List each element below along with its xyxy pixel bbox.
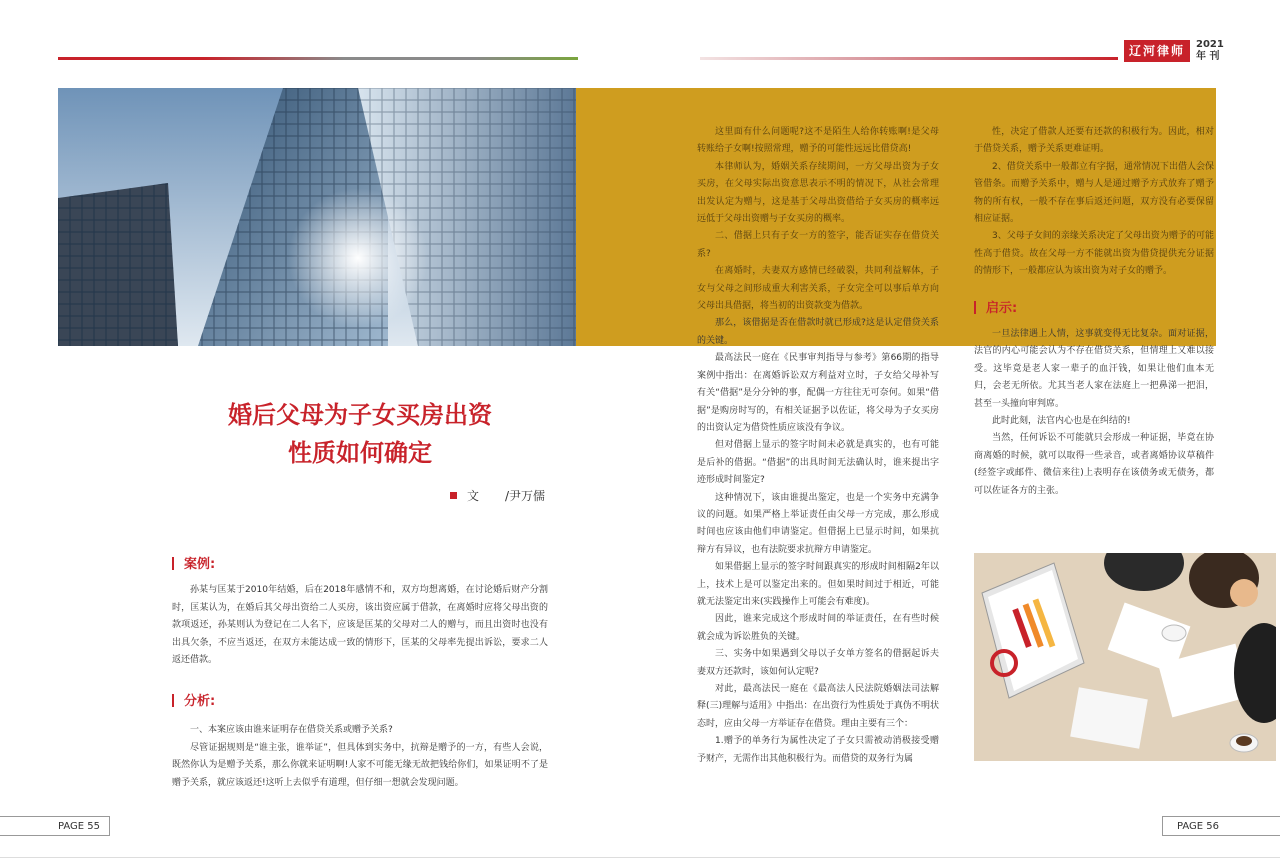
year-text: 2021 [1196,39,1224,50]
middle-paragraph: 最高法民一庭在《民事审判指导与参考》第66期的指导案例中指出：在离婚诉讼双方利益对立时，子女给父母补写有关“借据”是分分钟的事，配偶一方往往无可奈何。如果“借据”是购房时写的，有相关证据予以佐证，将父母为子女买房的出资认定为借贷性质应该没有争议。 [697,353,939,433]
case-heading: 案例: [172,553,215,572]
middle-paragraph: 1.赠予的单务行为属性决定了子女只需被动消极接受赠予财产，无需作出其他积极行为。而借贷的双务行为属 [697,736,939,764]
middle-paragraph: 在离婚时，夫妻双方感情已经破裂，共同利益解体，子女与父母之间形成重大利害关系，子女完全可以事后单方向父母出具借据，将当初的出资款变为借款。 [697,266,939,312]
right-column-insight [974,326,1214,500]
byline [450,487,545,504]
article-title [170,396,550,472]
yearbook-label [1196,40,1236,64]
byline-author: /尹万儒 [505,489,546,503]
top-rule-left [58,57,578,60]
brand-logo: 辽河律师 [1124,40,1190,62]
right-paragraph: 3、父母子女间的亲缘关系决定了父母出资为赠予的可能性高于借贷。故在父母一方不能就出资为借贷提供充分证据的情形下，一般都应认为该出资为对子女的赠予。 [974,231,1214,277]
top-rule-right [700,57,1118,60]
skyscrapers-photo [58,88,576,346]
byline-square-icon [450,492,457,499]
bottom-divider [0,857,1280,858]
right-paragraph: 性，决定了借款人还要有还款的积极行为。因此，相对于借贷关系，赠予关系更难证明。 [974,127,1214,155]
middle-paragraph: 对此，最高法民一庭在《最高法人民法院婚姻法司法解释(三)理解与适用》中指出：在出资行为性质处于真伪不明状态时，应由父母一方举证存在借贷。理由主要有三个： [697,684,939,729]
middle-paragraph: 这里面有什么问题呢?这不是陌生人给你转账啊!是父母转账给子女啊!按照常理，赠予的可能性远远比借贷高! [697,127,939,155]
case-paragraph: 孙某与匡某于2010年结婚，后在2018年感情不和，双方均想离婚，在讨论婚后财产分割时，匡某认为，在婚后其父母出资给二人买房，该出资应属于借款，在离婚时应将父母出资的款项返还，孙某则认为登记在二人名下，应该是匡某的父母对二人的赠与，而且出资时也没有出具欠条，不应当返还，在双方未能达成一致的情形下，匡某的父母率先提出诉讼，要求二人返还借款。 [172,585,548,665]
title-line-2: 性质如何确定 [288,439,432,467]
middle-paragraph: 这种情况下，该由谁提出鉴定，也是一个实务中充满争议的问题。如果严格上举证责任由父母一方完成，那么形成时间也应该由他们申请鉴定。但借据上已显示时间，如果抗辩方有异议，也有法院要求抗辩方申请鉴定。 [697,492,939,555]
middle-paragraph: 本律师认为，婚姻关系存续期间，一方父母出资为子女买房，在父母实际出资意思表示不明的情况下，从社会常理出发认定为赠与，这是基于父母出资借给子女买房的概率远远低于父母出资赠与子女买房的概率。 [697,161,939,225]
page-number-right: PAGE 56 [1162,816,1280,836]
middle-paragraph: 因此，谁来完成这个形成时间的举证责任，在有些时候就会成为诉讼胜负的关键。 [697,614,939,642]
insight-paragraph: 当然，任何诉讼不可能就只会形成一种证据，毕竟在协商离婚的时候，就可以取得一些录音，或者离婚协议草稿件(经签字或邮件、微信来往)上表明存在该债务或无债务，都可以佐证各方的主张。 [974,433,1214,496]
middle-paragraph: 如果借据上显示的签字时间跟真实的形成时间相隔2年以上，技术上是可以鉴定出来的。但如果时间过于相近，可能就无法鉴定出来(实践操作上可能会有难度)。 [697,562,939,607]
analysis-heading: 分析: [172,690,215,709]
analysis-text-block [172,722,548,792]
annual-text: 年 刊 [1196,51,1220,62]
middle-paragraph: 二、借据上只有子女一方的签字，能否证实存在借贷关系? [697,231,939,259]
analysis-paragraph-1: 一、本案应该由谁来证明存在借贷关系或赠予关系? [190,725,393,735]
insight-paragraph: 一旦法律遇上人情，这事就变得无比复杂。面对证据，法官的内心可能会认为不存在借贷关系，但情理上又难以接受。这毕竟是老人家一辈子的血汗钱，如果让他们血本无归，会老无所依。尤其当老人家在法庭上一把鼻涕一把泪，甚至一头撞向审判席。 [974,329,1214,409]
insight-paragraph: 此时此刻，法官内心也是在纠结的! [992,416,1131,427]
middle-paragraph: 但对借据上显示的签字时间未必就是真实的，也有可能是后补的借据。“借据”的出具时间无法确认时，谁来提出字迹形成时间鉴定? [697,440,939,486]
middle-paragraph: 三、实务中如果遇到父母以子女单方签名的借据起诉夫妻双方还款时，该如何认定呢? [697,649,939,677]
byline-prefix: 文 [467,489,480,503]
right-column-gold [974,124,1214,281]
middle-column [697,124,939,768]
page-number-left: PAGE 55 [0,816,110,836]
business-meeting-photo [974,553,1276,761]
middle-paragraph: 那么，该借据是否在借款时就已形成?这是认定借贷关系的关键。 [697,318,939,346]
analysis-paragraph-2: 尽管证据规则是“谁主张，谁举证”，但具体到实务中，抗辩是赠予的一方，有些人会说，既然你认为是赠予关系，那么你就来证明啊!人家不可能无缘无故把钱给你们，如果证明不了是赠予关系，就应该返还!这听上去似乎有道理，但仔细一想就会发现问题。 [172,742,548,788]
title-line-1: 婚后父母为子女买房出资 [228,401,492,429]
insight-heading: 启示: [974,297,1017,316]
case-text-block [172,582,548,670]
right-paragraph: 2、借贷关系中一般都立有字据，通常情况下出借人会保管借条。而赠予关系中，赠与人是通过赠予方式放弃了赠予物的所有权，一般不存在事后返还问题，双方没有必要保留相应证据。 [974,161,1214,225]
